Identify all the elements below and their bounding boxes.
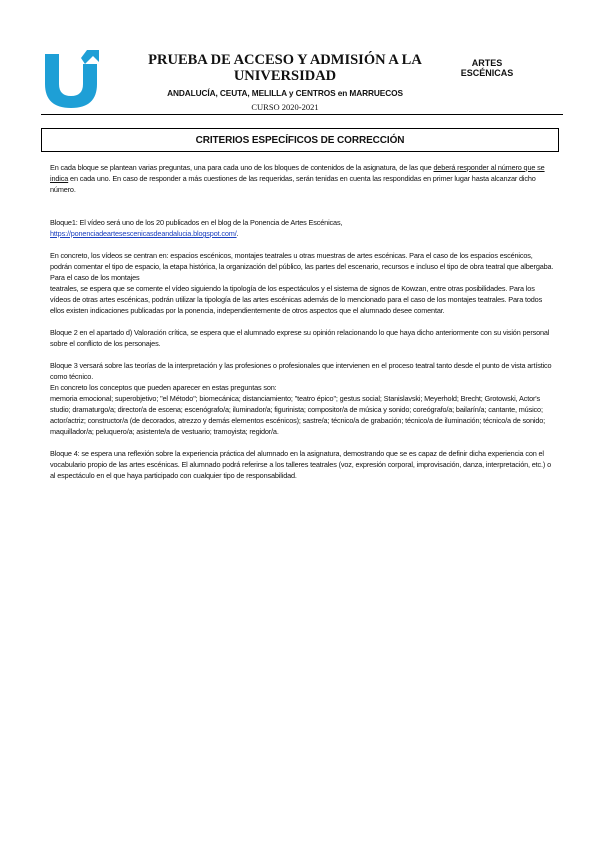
bloque3-paragraph: Bloque 3 versará sobre las teorías de la interpretación y las profesiones o profesionales que intervienen en el proceso teatral tanto desde el punto de vista artístico como técnico. — [50, 361, 552, 381]
concreto-paragraph-2: teatrales, se espera que se comente el vídeo siguiendo la tipología de los espectáculos y el sistema de signos de Kowzan, entre otras posibilidades. Para los vídeos de otras artes escénicas, podrán utilizar la tipología de las artes escénicas además de lo mencionado para el caso de los montajes teatrales. Para todos ellos existen indicaciones publicadas por la ponencia, independientemente de otros aspectos que el alumnado desee comentar. — [50, 284, 543, 315]
document-body — [50, 162, 555, 481]
intro-text-end: en cada uno. En caso de responder a más cuestiones de las requeridas, serán tenidas en cuenta las respondidas en primer lugar hasta alcanzar dicho número. — [50, 174, 536, 194]
bloque1-paragraph — [50, 217, 555, 239]
bloque4-paragraph: Bloque 4: se espera una reflexión sobre la experiencia práctica del alumnado en la asignatura, demostrando que se es capaz de definir dicha experiencia con el vocabulario propio de las artes escénicas. El alumnado podrá referirse a los talleres teatrales (voz, expresión corporal, improvisación, danza, interpretación, etc.) o al espectáculo en el que haya participado con cualquier tipo de responsabilidad. — [50, 449, 551, 480]
exam-region: ANDALUCÍA, CEUTA, MELILLA y CENTROS en MARRUECOS — [167, 88, 403, 98]
exam-title: PRUEBA DE ACCESO Y ADMISIÓN A LA UNIVERSIDAD — [148, 52, 422, 84]
exam-course: CURSO 2020-2021 — [251, 102, 319, 112]
concreto-paragraph-1: En concreto, los vídeos se centran en: espacios escénicos, montajes teatrales u otras muestras de artes escénicas. Para el caso de los espacios escénicos, podrán comentar el tipo de espacio, la etapa histórica, la organización del público, las partes del escenario, recursos e incluso el tipo de obra teatral que albergaba. Para el caso de los montajes — [50, 251, 554, 282]
title-block — [121, 52, 449, 112]
criteria-heading: CRITERIOS ESPECÍFICOS DE CORRECCIÓN — [195, 134, 405, 146]
intro-text-underlined: deberá responder al número que se indica — [50, 163, 545, 183]
intro-paragraph — [50, 162, 555, 195]
bloque1-text: Bloque1: El vídeo será uno de los 20 publicados en el blog de la Ponencia de Artes Escénicas, — [50, 218, 343, 227]
bloque2-paragraph: Bloque 2 en el apartado d) Valoración crítica, se espera que el alumnado exprese su opinión relacionando lo que haya dicho anteriormente con su visión personal sobre el conflicto de los personajes. — [50, 328, 550, 348]
bloque1-link-end: . — [236, 229, 239, 238]
blog-link[interactable]: https://ponenciadeartesescenicasdeandalucia.blogspot.com/ — [50, 229, 237, 238]
bloque3-concepts-list: memoria emocional; superobjetivo; "el Método"; biomecánica; distanciamiento; "teatro épico"; gestus social; Stanislavski; Meyerhold; Brecht; Grotowski, Actor's studio; dramaturgo/a; director/a de escena; escenógrafo/a; iluminador/a; figurinista; compositor/a de música y sonido; coreógrafo/a; bailarín/a; cantante, músico; actor/actriz; constructor/a (de decorados, atrezzo y demás elementos escénicos); sastre/a; técnico/a de grabación; técnico/a de iluminación; técnico/a de sonido; maquillador/a; peluquero/a; asistente/a de vestuario; tramoyista; regidor/a. — [50, 394, 546, 436]
subject-line-2: ESCÉNICAS — [460, 68, 514, 78]
subject-label — [441, 58, 533, 78]
university-logo — [41, 48, 101, 108]
criteria-heading-box — [41, 128, 559, 152]
document-header — [41, 40, 563, 115]
bloque3-concepts-intro: En concreto los conceptos que pueden aparecer en estas preguntas son: — [50, 383, 277, 392]
subject-line-1: ARTES — [471, 58, 503, 68]
intro-text-start: En cada bloque se plantean varias preguntas, una para cada uno de los bloques de contenidos de la asignatura, de las que — [50, 163, 434, 172]
